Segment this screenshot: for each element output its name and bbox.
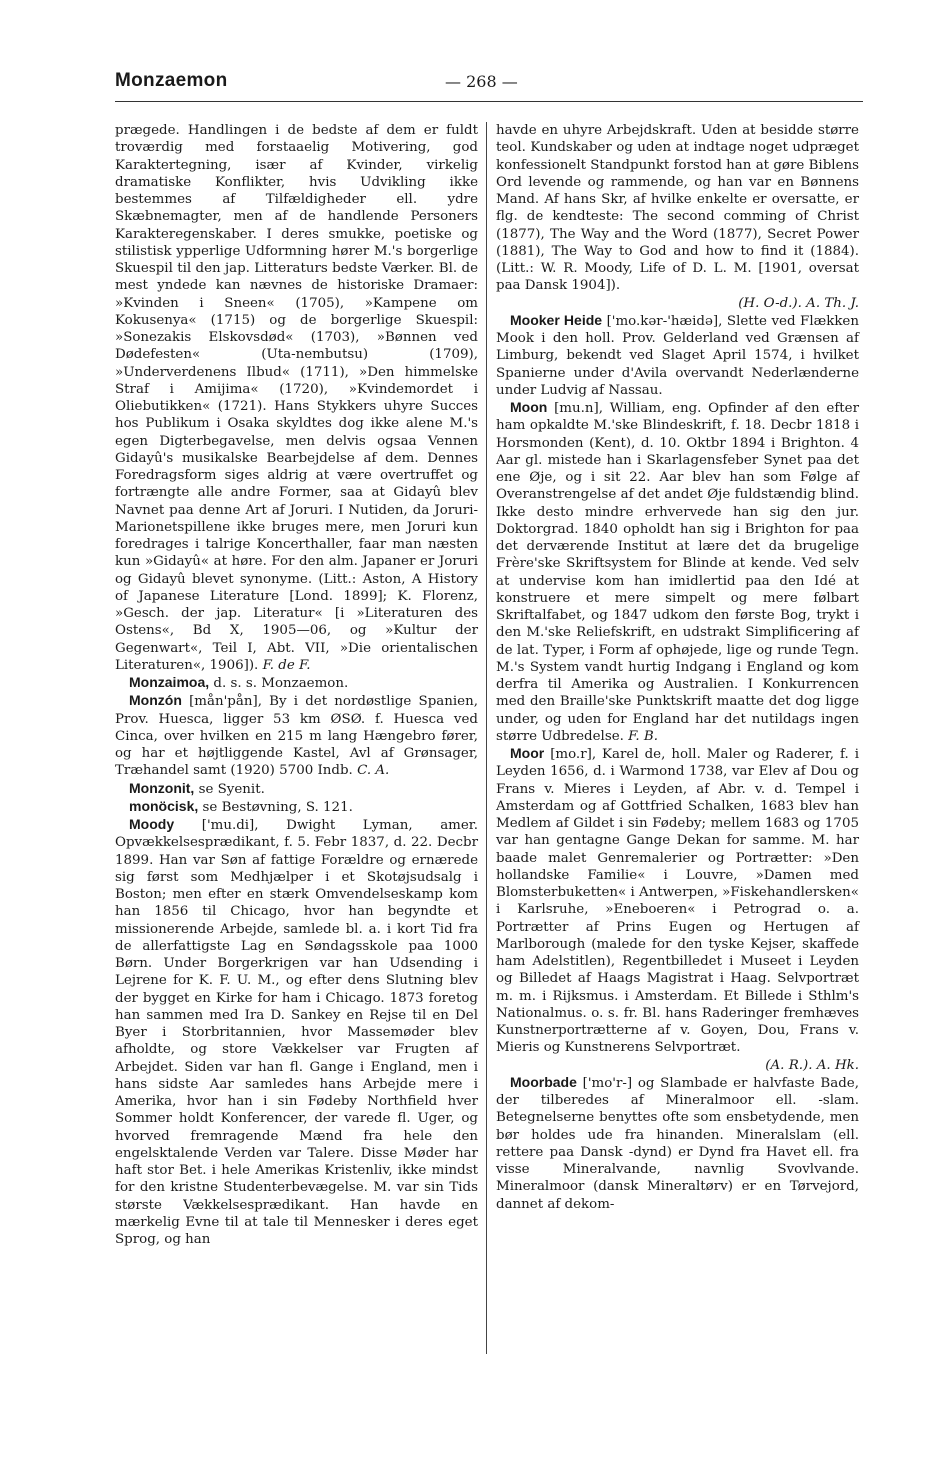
author-signature: F. B. — [628, 728, 658, 744]
right-column — [496, 122, 859, 1213]
headword: Moorbade — [510, 1073, 577, 1090]
author-signature: F. de F. — [262, 657, 311, 673]
column-divider — [486, 122, 487, 1354]
entry-moor — [496, 745, 859, 1057]
entry-text: [mo.r], Karel de, holl. Maler og Raderer, f. i Leyden 1656, d. i Warmond 1738, var Elev af Dou og Frans v. Mieres i Leyden, af Abr. v. d. Tempel i Amsterdam og af Gottfried Schalken, 1683 blev han Medlem af Gildet i sin Fødeby; mellem 1683 og 1705 var han gentagne Gange Dekan for samme. M. har baade malet Genremalerier og Portrætter: »Den hollandske Familie« i Louvre, »Damen med Blomsterbuketten« i Antwerpen, »Fiskehandlersken« i Karlsruhe, »Eneboeren« i Petrograd o. a. Portrætter af Prins Eugen og Hertugen af Marlborough (malede for den tyske Kejser, skaffede ham Adelstitlen), Regentbilledet i Museet i Leyden og Billedet af Haags Magistrat i Haag. Selvportræt m. m. i Rijksmus. i Amsterdam. Et Billede i Sthlm's Nationalmus. o. s. fr. Bl. hans Raderinger fremhæves Kunstnerportrætterne af v. Goyen, Dou, Frans v. Mieris og Kunstnerens Selvportræt. — [496, 747, 859, 1056]
header-rule — [115, 101, 863, 102]
entry-text: ['mo'r-] og Slambade er halvfaste Bade, der tilberedes af Mineralmoor ell. -slam. Betegnelserne benyttes ofte som ensbetydende, men bør holdes ude fra hinanden. Mineralslam (ell. rettere paa Dansk -dynd) er Dynd fra Havet ell. fra visse Mineralvande, navnlig Svovlvande. Mineralmoor (dansk Mineraltørv) er en Tørvejord, dannet af dekom- — [496, 1075, 859, 1212]
entry-text: prægede. Handlingen i de bedste af dem er fuldt troværdig med forstaaelig Motivering, god Karaktertegning, især af Kvinder, virkelig dramatiske Konflikter, hvis Udvikling ikke bestemmes af Tilfældigheder ell. ydre Skæbnemagter, men af de handlende Personers Karakteregenskaber. I deres smukke, poetiske og stilistisk ypperlige Udformning hører M.'s borgerlige Skuespil til den jap. Litteraturs bedste Værker. Bl. de mest yndede kan nævnes de historiske Dramaer: »Kvinden i Sneen« (1705), »Kampene om Kokusenya« (1715) og de borgerlige Skuespil: »Sonezakis Elskovsdød« (1703), »Bønnen ved Dødefesten« (Uta-nembutsu) (1709), »Underverdenens Ilbud« (1711), »Den himmelske Straf i Amijima« (1720), »Kvindemordet i Oliebutikken« (1721). Hans Stykkers uhyre Succes hos Publikum i Osaka skyldtes dog ikke alene M.'s egen Digterbegavelse, men delvis ogsaa Vennen Gidayû's musikalske Bearbejdelse af dem. Dennes Foredragsform siges aldrig at være overtruffet og fortrængte alle andre Former, saa at Gidayû blev Navnet paa denne Art af Joruri. I Nutiden, da Joruri-Marionetspillene ikke bruges mere, men Joruri kun foredrages i talrige Koncerthaller, faar man næsten kun »Gidayû« at høre. For den alm. Japaner er Joruri og Gidayû blevet synonyme. (Litt.: Aston, A History of Japanese Literature [Lond. 1899]; K. Florenz, »Gesch. der jap. Literatur« [i »Literaturen des Ostens«, Bd X, 1905—06, og »Kultur der Gegenwart«, Teil I, Abt. VII, »Die orientalischen Literaturen«, 1906]). — [115, 123, 478, 673]
entry-text: [mån'pån], By i det nordøstlige Spanien, Prov. Huesca, ligger 53 km ØSØ. f. Huesca ved Cinca, over hvilken en 215 m lang Hængebro fører, og har et højtliggende Kastel, Avl af Grønsager, Træhandel samt (1920) 5700 Indb. — [115, 694, 478, 779]
headword: Moon — [510, 399, 548, 415]
author-signature: (A. R.). A. Hk. — [765, 1057, 859, 1073]
entry-monzaemon-continuation — [115, 122, 478, 674]
author-signature: C. A. — [357, 763, 390, 779]
left-column — [115, 122, 478, 1248]
entry-monzaimoa — [115, 674, 478, 692]
page-number: — 268 — — [445, 72, 518, 91]
entry-moon — [496, 399, 859, 745]
entry-text: ['mo.kər-'hæidə], Slette ved Flækken Mook i den holl. Prov. Gelderland ved Grænsen af Limburg, bekendt ved Slaget April 1574, i hvilket Spanierne under d'Avila overvandt Nederlænderne under Ludvig af Nassau. — [496, 313, 859, 398]
headword: monöcisk, — [129, 797, 199, 814]
headword: Moody — [129, 816, 175, 832]
entry-text: se Bestøvning, S. 121. — [202, 799, 353, 815]
entry-text: havde en uhyre Arbejdskraft. Uden at besidde større teol. Kundskaber og uden at indtage noget udpræget konfessionelt Standpunkt forstod han at gøre Biblens Ord levende og rammende, og han var en Bønnens Mand. Af hans Skr, af hvilke enkelte er oversatte, er flg. de kendteste: The second comming of Christ (1877), The Way and the Word (1877), Secret Power (1881), The Way to God and how to find it (1884). (Litt.: W. R. Moody, Life of D. L. M. [1901, oversat paa Dansk 1904]). — [496, 123, 859, 294]
entry-moody — [115, 816, 478, 1248]
headword: Monzonit, — [129, 779, 195, 796]
entry-monzon — [115, 692, 478, 779]
entry-text: se Syenit. — [198, 781, 265, 797]
headword: Mooker Heide — [510, 311, 603, 328]
entry-text: [mu.n], William, eng. Opfinder af den efter ham opkaldte M.'ske Blindeskrift, f. 18. Decbr 1818 i Horsmonden (Kent), d. 10. Oktbr 1894 i Brighton. 4 Aar gl. mistede han i Skarlagensfeber Synet paa det ene Øje, og i sit 22. Aar blev han som Følge af Overanstrengelse af det andet Øje fuldstændig blind. Ikke desto mindre erhvervede han sig den jur. Doktorgrad. 1840 opholdt han sig i Brighton for paa det derværende Institut at lære det da brugelige Frère'ske Skriftsystem for Blinde at kende. Ved selv at undervise kom han imidlertid paa den Idé at konstruere et mere simpelt og mere følbart Skriftalfabet, og 1847 udkom den første Bog, trykt i den M.'ske Reliefskrift, en udstrakt Simplificering af de lat. Typer, i Form af ophøjede, lige og runde Tegn. M.'s System vandt hurtig Indgang i England og kom derfra til Amerika og Australien. I Konkurrencen med den Braille'ske Punktskrift maatte det dog ligge under, og uden for England har det nutildags ingen større Udbredelse. — [496, 401, 859, 744]
entry-monocisk — [115, 798, 478, 816]
headword: Moor — [510, 745, 545, 761]
entry-text: ['mu.di], Dwight Lyman, amer. Opvækkelsesprædikant, f. 5. Febr 1837, d. 22. Decbr 1899. Han var Søn af fattige Forældre og ernærede sig først som Medhjælper i et Skotøjsudsalg i Boston; men efter en stærk Omvendelseskamp kom han 1856 til Chicago, hvor han begyndte et missionerende Arbejde, samlede bl. a. i kort Tid fra de allerfattigste Lag en Søndagsskole paa 1000 Børn. Under Borgerkrigen var han Udsending i Lejrene for K. F. U. M., og efter dens Slutning blev der bygget en Kirke for ham i Chicago. 1873 foretog han sammen med Ira D. Sankey en Rejse til en Del Byer i Storbritannien, hvor Massemøder blev afholdte, og store Vækkelser var Frugten af Arbejdet. Siden var han fl. Gange i England, men i hans sidste Aar samledes hans Arbejde mere i Amerika, hvor han i sin Fødeby Northfield hver Sommer holdt Konferencer, der varede fl. Uger, og hvorved fremragende Mænd fra hele den engelsktalende Verden var Talere. Disse Møder har haft stor Bet. i hele Amerikas Kristenliv, ikke mindst for den kristne Studenterbevægelse. M. var sin Tids største Vækkelsesprædikant. Han havde en mærkelig Evne til at tale til Mennesker i deres eget Sprog, og han — [115, 818, 478, 1247]
headword: Monzaimoa, — [129, 674, 210, 690]
author-signature: (H. O-d.). A. Th. J. — [738, 295, 859, 311]
page-title: Monzaemon — [115, 70, 228, 91]
entry-moody-continuation — [496, 122, 859, 295]
entry-monzonit — [115, 780, 478, 798]
headword: Monzón — [129, 692, 182, 709]
page-header — [115, 70, 863, 98]
entry-mooker-heide — [496, 312, 859, 399]
entry-moorbade — [496, 1074, 859, 1213]
entry-text: d. s. s. Monzaemon. — [213, 676, 349, 691]
